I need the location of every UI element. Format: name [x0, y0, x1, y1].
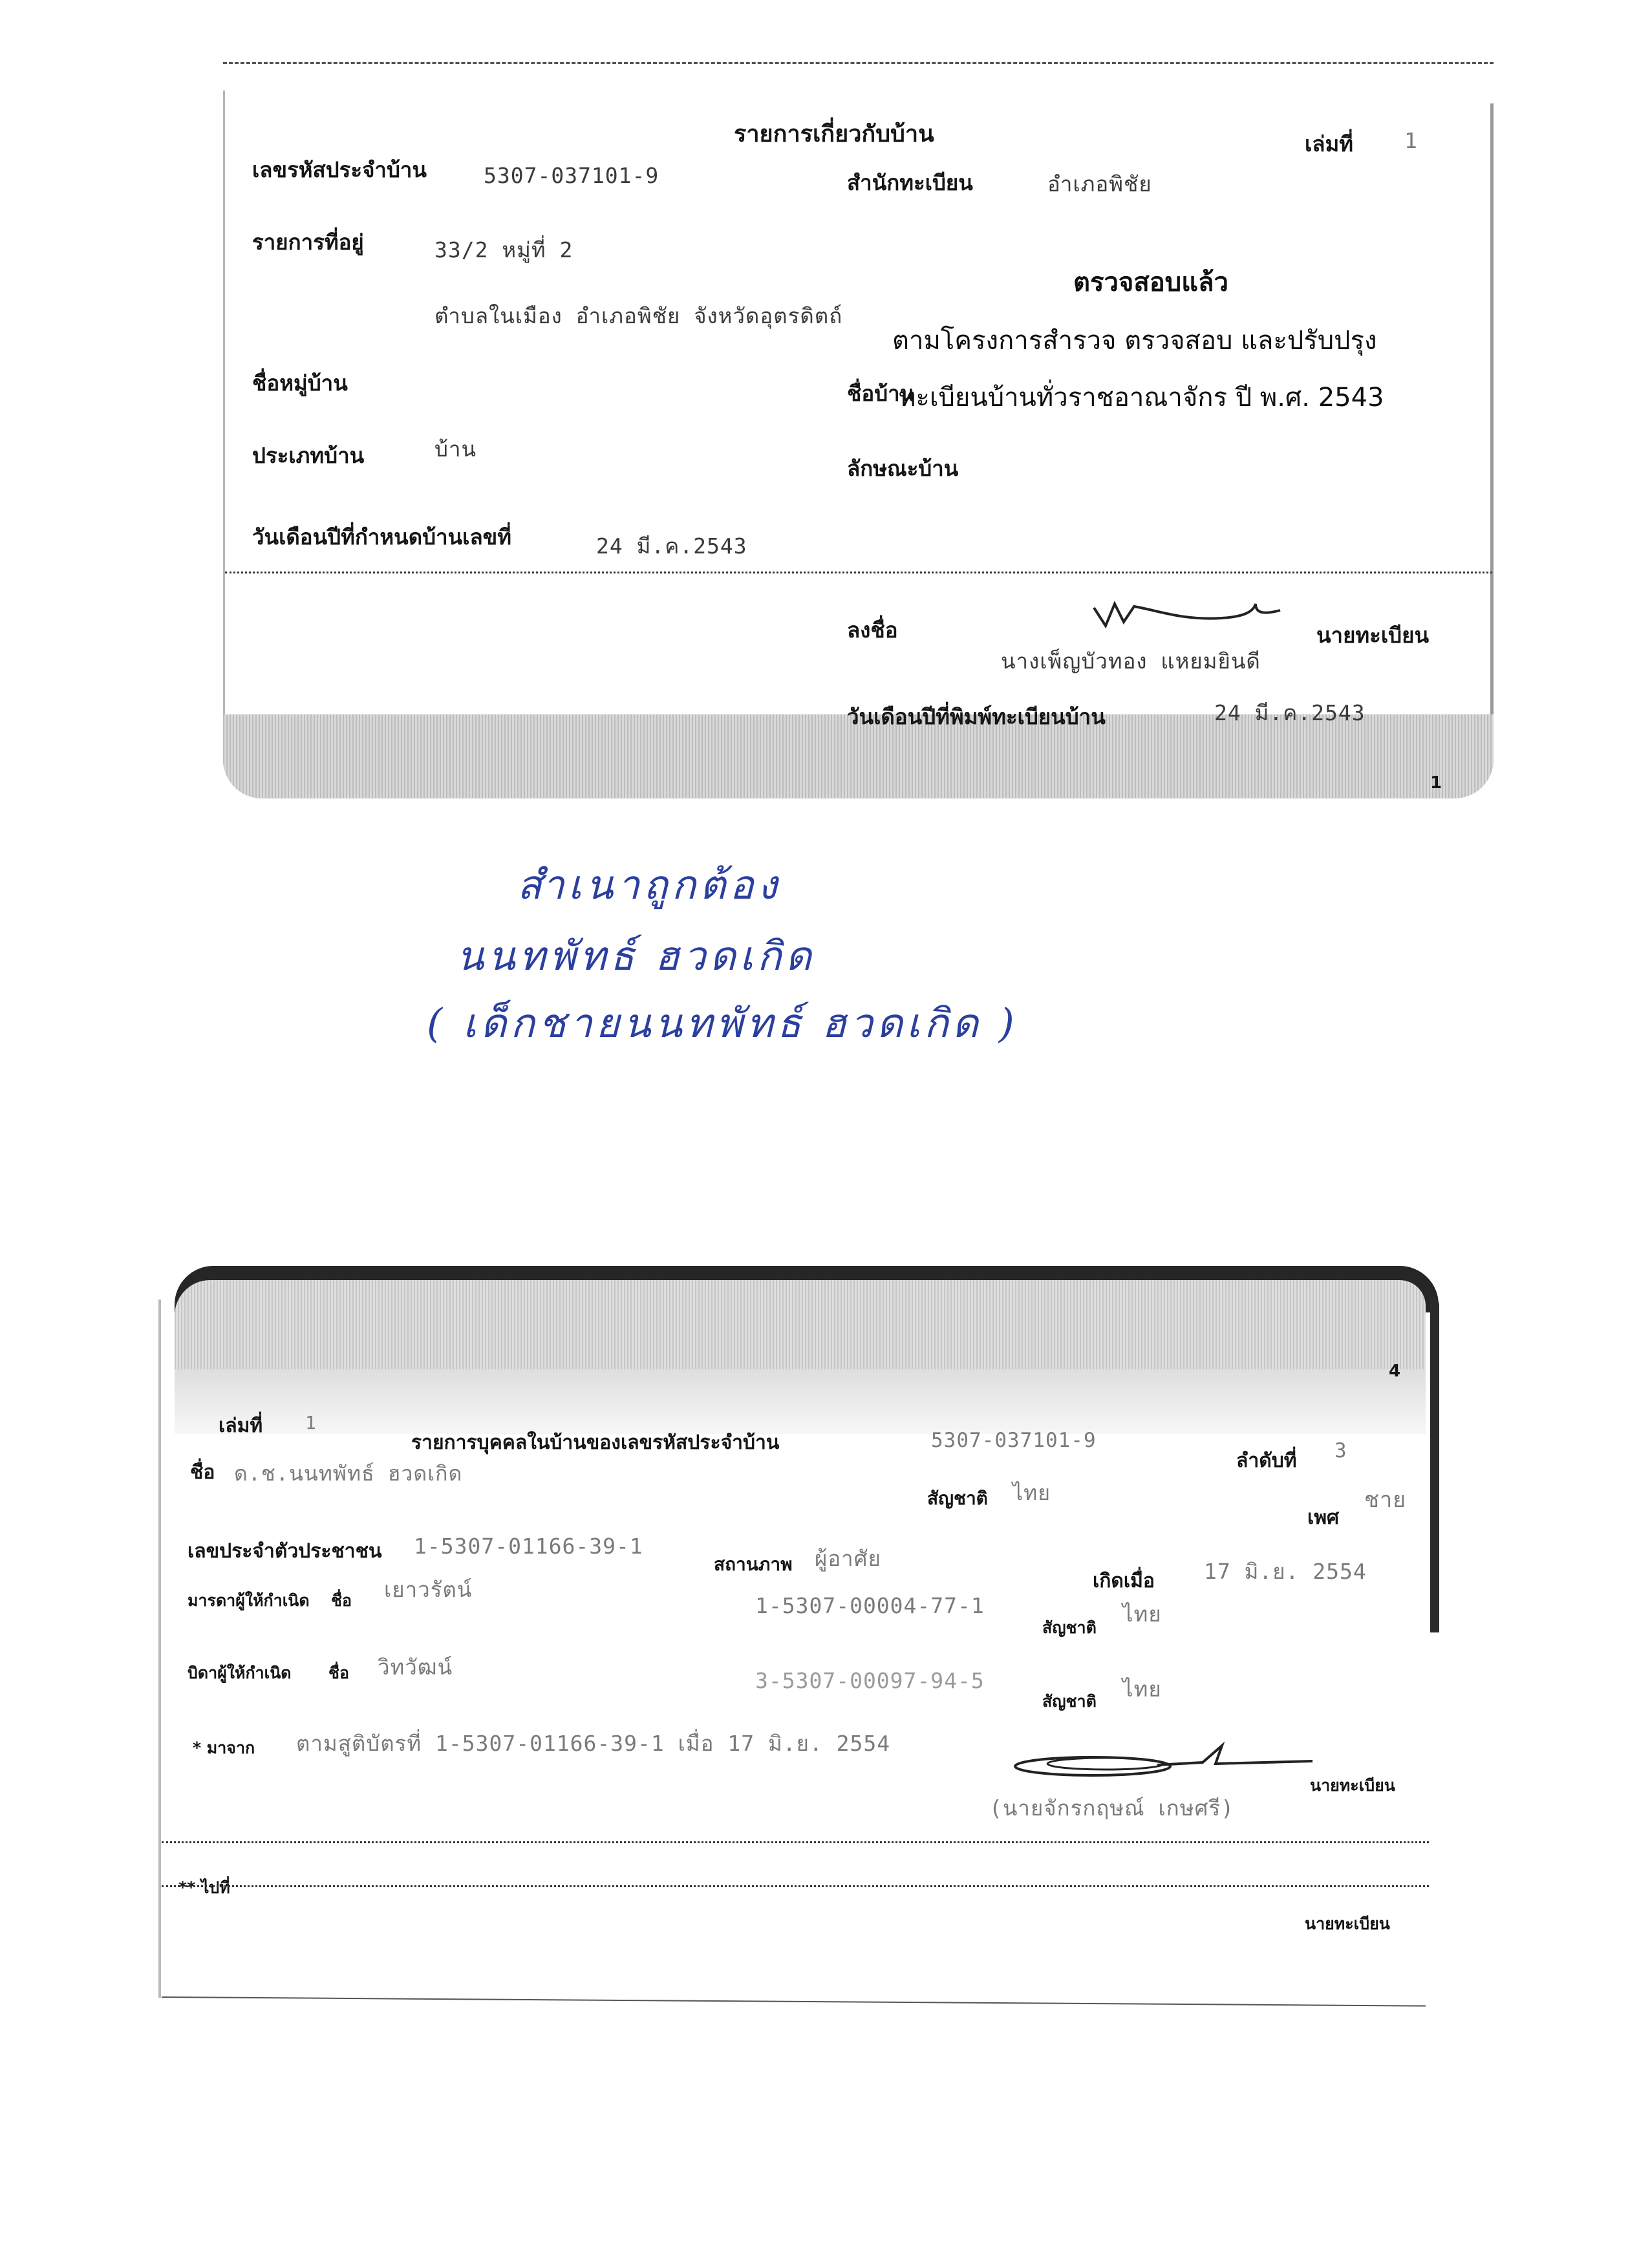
mother-id: 1-5307-00004-77-1	[755, 1593, 985, 1618]
address-line1: 33/2 หมู่ที่ 2	[434, 237, 573, 262]
card2-volume-label: เล่มที่	[219, 1415, 263, 1437]
father-nationality-label: สัญชาติ	[1042, 1692, 1097, 1711]
sex-value: ชาย	[1364, 1487, 1407, 1513]
volume-value: 1	[1404, 128, 1418, 153]
mother-nationality-value: ไทย	[1122, 1601, 1162, 1627]
card2-registrar-label: นายทะเบียน	[1310, 1776, 1395, 1795]
card2-title: รายการบุคคลในบ้านของเลขรหัสประจำบ้าน	[411, 1431, 780, 1454]
mother-nationality-label: สัญชาติ	[1042, 1618, 1097, 1637]
address-line2: ตำบลในเมือง อำเภอพิชัย จังหวัดอุตรดิตถ์	[434, 303, 843, 328]
person-name-value: ด.ช.นนทพัทธ์ ฮวดเกิด	[234, 1461, 463, 1486]
mother-name-label: ชื่อ	[331, 1591, 352, 1610]
to-label: ** ไปที่	[178, 1878, 230, 1897]
stamp-title: ตรวจสอบแล้ว	[1073, 268, 1228, 297]
from-label: * มาจาก	[193, 1738, 255, 1757]
father-name-label: ชื่อ	[328, 1664, 349, 1682]
card1-top-border	[223, 62, 1494, 64]
born-label: เกิดเมื่อ	[1093, 1570, 1155, 1592]
card2-registrar-signature	[1009, 1739, 1319, 1784]
house-character-label: ลักษณะบ้าน	[847, 456, 959, 481]
handwritten-name: นนทพัทธ์ ฮวดเกิด	[456, 932, 815, 979]
card2-separator-2	[162, 1885, 1429, 1887]
registrar-label: นายทะเบียน	[1316, 623, 1430, 648]
volume-label: เล่มที่	[1305, 131, 1354, 156]
card2-house-code: 5307-037101-9	[931, 1429, 1097, 1452]
address-label: รายการที่อยู่	[252, 230, 364, 255]
status-value: ผู้อาศัย	[815, 1546, 881, 1571]
registry-office-value: อำเภอพิชัย	[1047, 171, 1152, 197]
village-label: ชื่อหมู่บ้าน	[252, 370, 348, 396]
order-value: 3	[1334, 1439, 1347, 1462]
person-name-label: ชื่อ	[190, 1461, 215, 1484]
card2-left-edge	[158, 1300, 161, 1998]
card2-header-shading	[175, 1280, 1426, 1371]
status-label: สถานภาพ	[714, 1554, 793, 1575]
father-name: วิทวัฒน์	[378, 1654, 453, 1680]
page-number-4: 4	[1389, 1362, 1401, 1381]
certified-copy-note: สำเนาถูกต้อง	[517, 861, 781, 908]
print-date-value: 24 มี.ค.2543	[1214, 700, 1366, 725]
card2-bottom-border	[162, 1996, 1426, 2007]
house-name-label: ชื่อบ้าน	[847, 381, 915, 406]
house-code-value: 5307-037101-9	[484, 163, 659, 188]
mother-label: มารดาผู้ให้กำเนิด	[188, 1591, 310, 1610]
house-type-label: ประเภทบ้าน	[252, 443, 365, 468]
father-label: บิดาผู้ให้กำเนิด	[188, 1664, 292, 1682]
card2-volume-value: 1	[305, 1412, 317, 1433]
registrar-signature	[1086, 584, 1293, 636]
order-label: ลำดับที่	[1236, 1450, 1297, 1472]
registrar-name: นางเพ็ญบัวทอง แหยมยินดี	[1001, 648, 1261, 674]
page-number-1: 1	[1430, 773, 1442, 793]
from-value: ตามสูติบัตรที่ 1-5307-01166-39-1 เมื่อ 17 มิ.ย. 2554	[296, 1731, 891, 1756]
mother-name: เยาวรัตน์	[384, 1577, 473, 1602]
citizen-id-value: 1-5307-01166-39-1	[414, 1534, 643, 1559]
card2-registrar-name: (นายจักรกฤษณ์ เกษศรี)	[989, 1795, 1235, 1821]
card1-separator	[225, 572, 1492, 573]
sign-label: ลงชื่อ	[847, 617, 898, 643]
father-nationality-value: ไทย	[1122, 1676, 1162, 1702]
card2-separator	[162, 1841, 1429, 1843]
registry-office-label: สำนักทะเบียน	[847, 170, 973, 195]
card-right-edge	[1490, 103, 1494, 798]
house-type-value: บ้าน	[434, 436, 477, 462]
card2-header-fade	[175, 1369, 1426, 1434]
citizen-id-label: เลขประจำตัวประชาชน	[188, 1540, 382, 1563]
handwritten-full-name: ( เด็กชายนนทพัทธ์ ฮวดเกิด )	[427, 1000, 1018, 1047]
date-assigned-label: วันเดือนปีที่กำหนดบ้านเลขที่	[252, 524, 511, 550]
nationality-value: ไทย	[1012, 1481, 1051, 1505]
card2-registrar-label-2: นายทะเบียน	[1305, 1914, 1390, 1933]
nationality-label: สัญชาติ	[927, 1488, 988, 1509]
stamp-line1: ตามโครงการสำรวจ ตรวจสอบ และปรับปรุง	[892, 326, 1377, 356]
card-left-edge	[223, 91, 225, 798]
card2-right-edge	[1430, 1296, 1439, 1632]
card1-title: รายการเกี่ยวกับบ้าน	[734, 121, 934, 147]
born-value: 17 มิ.ย. 2554	[1204, 1559, 1367, 1584]
father-id: 3-5307-00097-94-5	[755, 1668, 985, 1693]
stamp-line2: ทะเบียนบ้านทั่วราชอาณาจักร ปี พ.ศ. 2543	[899, 383, 1384, 412]
house-code-label: เลขรหัสประจำบ้าน	[252, 157, 427, 182]
print-date-label: วันเดือนปีที่พิมพ์ทะเบียนบ้าน	[847, 704, 1106, 729]
sex-label: เพศ	[1307, 1506, 1340, 1529]
date-assigned-value: 24 มี.ค.2543	[596, 533, 747, 559]
